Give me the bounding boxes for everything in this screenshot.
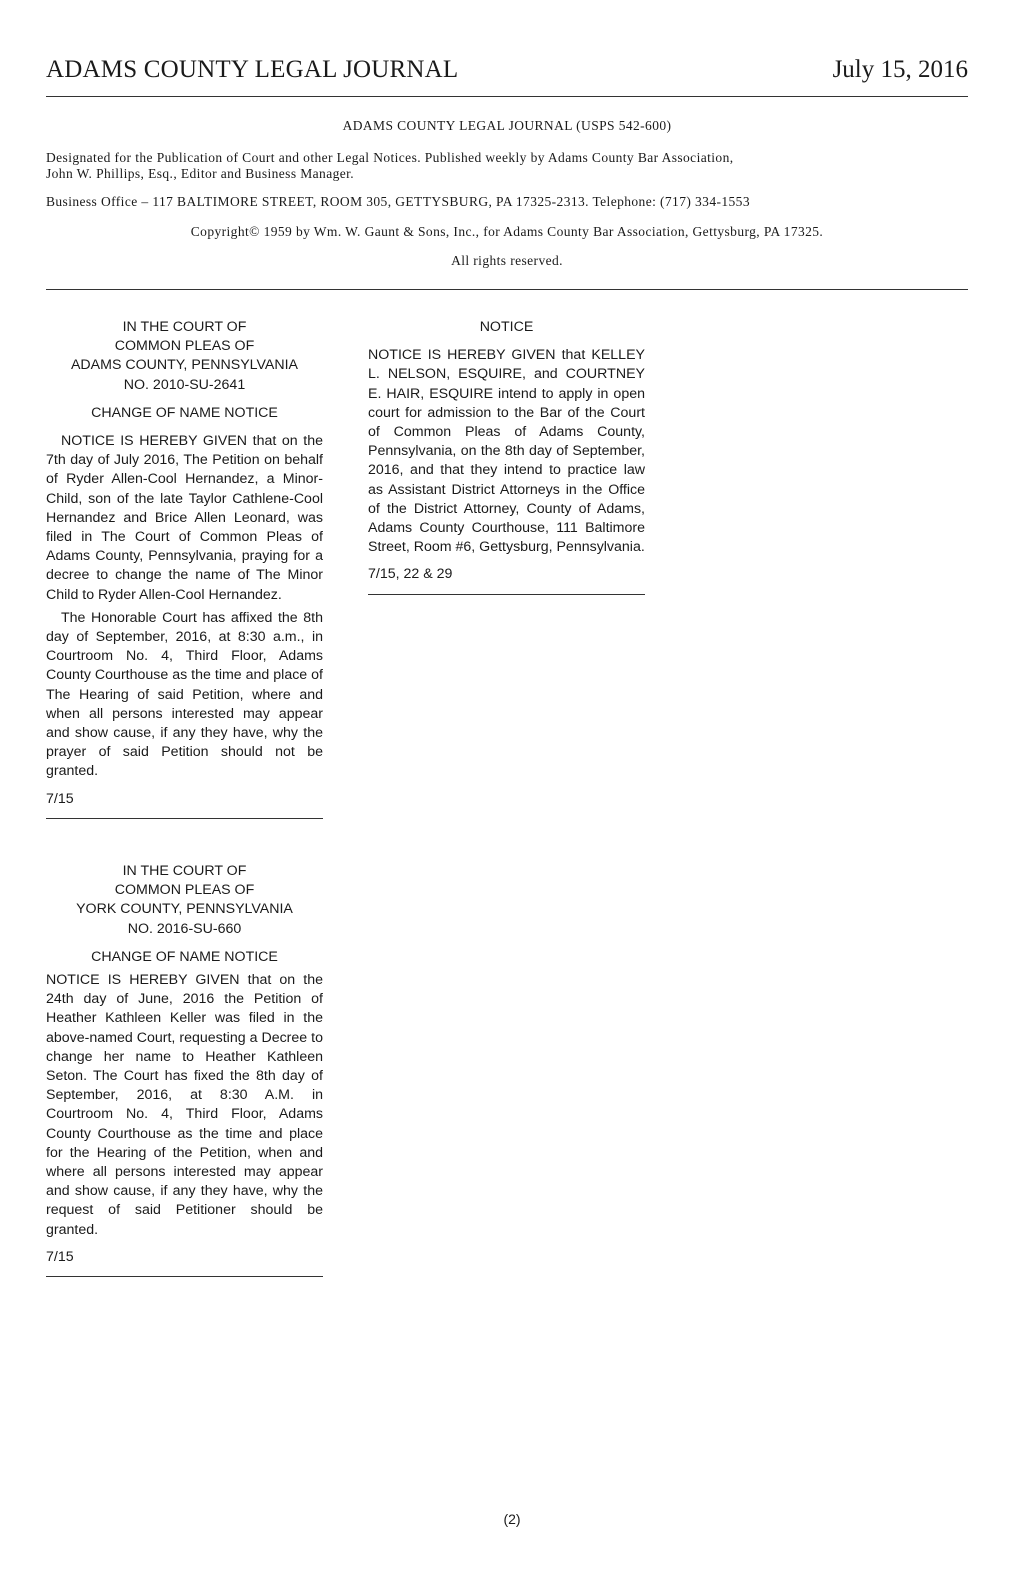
court-line: COMMON PLEAS OF bbox=[114, 882, 255, 899]
masthead-editor: John W. Phillips, Esq., Editor and Business Manager. bbox=[46, 166, 355, 181]
notice-york-name-change bbox=[46, 862, 323, 1277]
case-number: NO. 2010-SU-2641 bbox=[123, 376, 246, 393]
notice-heading: CHANGE OF NAME NOTICE bbox=[91, 404, 278, 421]
publication-dates: 7/15 bbox=[46, 790, 74, 807]
notice-heading: NOTICE bbox=[479, 319, 534, 335]
issue-date: July 15, 2016 bbox=[832, 56, 968, 83]
court-line: IN THE COURT OF bbox=[122, 863, 247, 879]
masthead-rule bbox=[46, 289, 968, 290]
court-county: YORK COUNTY, PENNSYLVANIA bbox=[76, 901, 293, 918]
court-line: COMMON PLEAS OF bbox=[114, 338, 255, 355]
notice-adams-name-change bbox=[46, 318, 323, 819]
masthead bbox=[46, 118, 968, 269]
masthead-designation: Designated for the Publication of Court and other Legal Notices. Published weekly by Adams County Bar Association, bbox=[46, 150, 734, 165]
journal-title: ADAMS COUNTY LEGAL JOURNAL bbox=[46, 56, 459, 83]
masthead-business-office: Business Office – 117 BALTIMORE STREET, ROOM 305, GETTYSBURG, PA 17325-2313. Telephone: (717) 334-1553 bbox=[46, 194, 750, 209]
notice-body: NOTICE IS HEREBY GIVEN that KELLEY L. NELSON, ESQUIRE, and COURTNEY E. HAIR, ESQUIRE intend to apply in open court for admission to the Bar of the Court of Common Pleas of Adams County, Pennsylvania, on the 8th day of September, 2016, and that they intend to practice law as Assistant District Attorneys in the Office of the District Attorney, County of Adams, Adams County Courthouse, 111 Baltimore Street, Room #6, Gettysburg, Pennsylvania. bbox=[368, 347, 645, 556]
notice-rule bbox=[46, 1276, 323, 1277]
case-number: NO. 2016-SU-660 bbox=[127, 920, 242, 937]
header-rule bbox=[46, 96, 968, 97]
notice-body: NOTICE IS HEREBY GIVEN that on the 24th day of June, 2016 the Petition of Heather Kathleen Keller was filed in the above-named Court, requesting a Decree to change her name to Heather Kathleen Seton. The Court has fixed the 8th day of September, 2016, at 8:30 A.M. in Courtroom No. 4, Third Floor, Adams County Courthouse as the time and place for the Hearing of the Petition, when and where all persons interested may appear and show cause, if any they have, why the request of said Petitioner should be granted. bbox=[46, 972, 323, 1238]
notice-bar-admission bbox=[368, 318, 645, 595]
notice-rule bbox=[368, 594, 645, 595]
notice-body: NOTICE IS HEREBY GIVEN that on the 7th day of July 2016, The Petition on behalf of Ryder Allen-Cool Hernandez, a Minor-Child, son of the late Taylor Cathlene-Cool Hernandez and Brice Allen Leonard, was filed in The Court of Common Pleas of Adams County, Pennsylvania, praying for a decree to change the name of The Minor Child to Ryder Allen-Cool Hernandez. bbox=[46, 433, 323, 603]
masthead-copyright: Copyright© 1959 by Wm. W. Gaunt & Sons, Inc., for Adams County Bar Association, Gettysburg, PA 17325. bbox=[190, 224, 824, 239]
running-head bbox=[46, 56, 968, 88]
notice-heading: CHANGE OF NAME NOTICE bbox=[91, 948, 278, 965]
court-line: IN THE COURT OF bbox=[122, 319, 247, 335]
page-number: (2) bbox=[503, 1511, 521, 1527]
notice-rule bbox=[46, 818, 323, 819]
court-county: ADAMS COUNTY, PENNSYLVANIA bbox=[70, 357, 299, 374]
publication-dates: 7/15, 22 & 29 bbox=[368, 566, 453, 583]
notice-body: The Honorable Court has affixed the 8th day of September, 2016, at 8:30 a.m., in Courtroom No. 4, Third Floor, Adams County Courthouse as the time and place of The Hearing of said Petition, where and when all persons interested may appear and show cause, if any they have, why the prayer of said Petition should not be granted. bbox=[46, 609, 323, 780]
masthead-title: ADAMS COUNTY LEGAL JOURNAL (USPS 542-600) bbox=[342, 118, 672, 133]
publication-dates: 7/15 bbox=[46, 1248, 74, 1265]
masthead-rights: All rights reserved. bbox=[451, 253, 563, 268]
